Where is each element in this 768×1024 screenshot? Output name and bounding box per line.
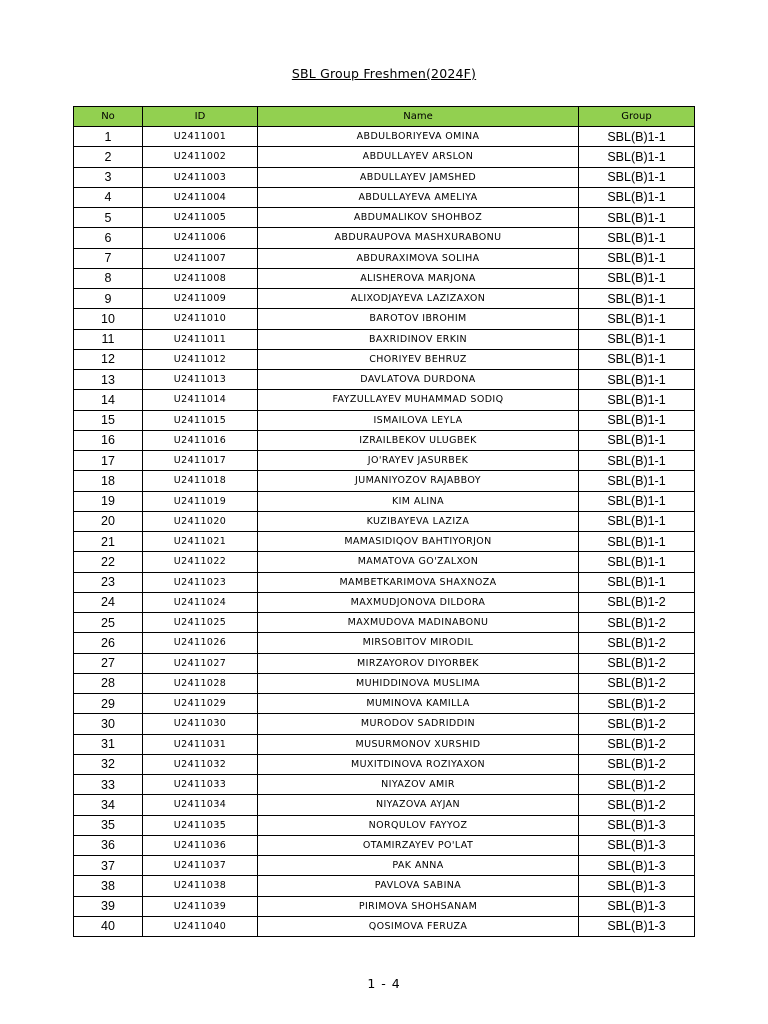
table-row bbox=[74, 592, 695, 612]
row-number: 1 bbox=[74, 127, 143, 147]
row-number: 32 bbox=[74, 754, 143, 774]
group-name: SBL(B)1-3 bbox=[579, 856, 695, 876]
row-number: 36 bbox=[74, 835, 143, 855]
group-name: SBL(B)1-3 bbox=[579, 876, 695, 896]
student-name: ABDULLAYEVA AMELIYA bbox=[258, 187, 579, 207]
row-number: 21 bbox=[74, 532, 143, 552]
row-number: 8 bbox=[74, 268, 143, 288]
student-name: MUMINOVA KAMILLA bbox=[258, 694, 579, 714]
row-number: 30 bbox=[74, 714, 143, 734]
row-number: 6 bbox=[74, 228, 143, 248]
row-number: 26 bbox=[74, 633, 143, 653]
student-name: BAROTOV IBROHIM bbox=[258, 309, 579, 329]
table-row bbox=[74, 289, 695, 309]
group-name: SBL(B)1-1 bbox=[579, 289, 695, 309]
row-number: 5 bbox=[74, 208, 143, 228]
student-id: U2411027 bbox=[143, 653, 258, 673]
table-row bbox=[74, 916, 695, 936]
student-id: U2411016 bbox=[143, 430, 258, 450]
student-id: U2411038 bbox=[143, 876, 258, 896]
student-id: U2411034 bbox=[143, 795, 258, 815]
group-name: SBL(B)1-1 bbox=[579, 532, 695, 552]
student-id: U2411012 bbox=[143, 349, 258, 369]
student-name: FAYZULLAYEV MUHAMMAD SODIQ bbox=[258, 390, 579, 410]
student-name: ABDURAUPOVA MASHXURABONU bbox=[258, 228, 579, 248]
student-name: BAXRIDINOV ERKIN bbox=[258, 329, 579, 349]
column-header-name: Name bbox=[258, 107, 579, 127]
student-name: MUXITDINOVA ROZIYAXON bbox=[258, 754, 579, 774]
student-id: U2411015 bbox=[143, 410, 258, 430]
row-number: 33 bbox=[74, 775, 143, 795]
student-roster-table bbox=[73, 106, 695, 937]
group-name: SBL(B)1-1 bbox=[579, 187, 695, 207]
row-number: 13 bbox=[74, 370, 143, 390]
student-id: U2411003 bbox=[143, 167, 258, 187]
student-id: U2411020 bbox=[143, 511, 258, 531]
group-name: SBL(B)1-1 bbox=[579, 511, 695, 531]
student-name: OTAMIRZAYEV PO'LAT bbox=[258, 835, 579, 855]
row-number: 15 bbox=[74, 410, 143, 430]
student-name: ABDURAXIMOVA SOLIHA bbox=[258, 248, 579, 268]
group-name: SBL(B)1-2 bbox=[579, 694, 695, 714]
student-name: MUSURMONOV XURSHID bbox=[258, 734, 579, 754]
student-name: MURODOV SADRIDDIN bbox=[258, 714, 579, 734]
table-row bbox=[74, 795, 695, 815]
group-name: SBL(B)1-1 bbox=[579, 248, 695, 268]
student-id: U2411008 bbox=[143, 268, 258, 288]
row-number: 24 bbox=[74, 592, 143, 612]
row-number: 34 bbox=[74, 795, 143, 815]
group-name: SBL(B)1-1 bbox=[579, 430, 695, 450]
group-name: SBL(B)1-1 bbox=[579, 208, 695, 228]
student-name: JUMANIYOZOV RAJABBOY bbox=[258, 471, 579, 491]
student-name: ALIXODJAYEVA LAZIZAXON bbox=[258, 289, 579, 309]
row-number: 10 bbox=[74, 309, 143, 329]
student-id: U2411005 bbox=[143, 208, 258, 228]
student-id: U2411030 bbox=[143, 714, 258, 734]
table-row bbox=[74, 147, 695, 167]
student-name: MUHIDDINOVA MUSLIMA bbox=[258, 673, 579, 693]
group-name: SBL(B)1-2 bbox=[579, 714, 695, 734]
table-row bbox=[74, 572, 695, 592]
table-row bbox=[74, 167, 695, 187]
student-name: ISMAILOVA LEYLA bbox=[258, 410, 579, 430]
table-row bbox=[74, 491, 695, 511]
student-name: QOSIMOVA FERUZA bbox=[258, 916, 579, 936]
table-row bbox=[74, 835, 695, 855]
student-id: U2411006 bbox=[143, 228, 258, 248]
group-name: SBL(B)1-1 bbox=[579, 491, 695, 511]
page-number: 1 - 4 bbox=[367, 976, 401, 991]
student-id: U2411028 bbox=[143, 673, 258, 693]
table-header-row bbox=[74, 107, 695, 127]
table-row bbox=[74, 370, 695, 390]
table-row bbox=[74, 552, 695, 572]
student-name: PAK ANNA bbox=[258, 856, 579, 876]
row-number: 18 bbox=[74, 471, 143, 491]
student-name: CHORIYEV BEHRUZ bbox=[258, 349, 579, 369]
row-number: 38 bbox=[74, 876, 143, 896]
table-row bbox=[74, 653, 695, 673]
table-row bbox=[74, 613, 695, 633]
group-name: SBL(B)1-2 bbox=[579, 795, 695, 815]
student-name: JO'RAYEV JASURBEK bbox=[258, 451, 579, 471]
group-name: SBL(B)1-1 bbox=[579, 390, 695, 410]
group-name: SBL(B)1-1 bbox=[579, 268, 695, 288]
student-id: U2411036 bbox=[143, 835, 258, 855]
group-name: SBL(B)1-1 bbox=[579, 147, 695, 167]
row-number: 35 bbox=[74, 815, 143, 835]
row-number: 25 bbox=[74, 613, 143, 633]
student-name: MIRZAYOROV DIYORBEK bbox=[258, 653, 579, 673]
student-id: U2411013 bbox=[143, 370, 258, 390]
column-header-no: No bbox=[74, 107, 143, 127]
student-id: U2411010 bbox=[143, 309, 258, 329]
row-number: 11 bbox=[74, 329, 143, 349]
group-name: SBL(B)1-1 bbox=[579, 572, 695, 592]
row-number: 4 bbox=[74, 187, 143, 207]
student-id: U2411033 bbox=[143, 775, 258, 795]
row-number: 19 bbox=[74, 491, 143, 511]
student-id: U2411017 bbox=[143, 451, 258, 471]
student-name: NORQULOV FAYYOZ bbox=[258, 815, 579, 835]
student-id: U2411002 bbox=[143, 147, 258, 167]
student-name: MAMBETKARIMOVA SHAXNOZA bbox=[258, 572, 579, 592]
table-row bbox=[74, 734, 695, 754]
table-row bbox=[74, 471, 695, 491]
student-name: MAMATOVA GO'ZALXON bbox=[258, 552, 579, 572]
row-number: 2 bbox=[74, 147, 143, 167]
table-row bbox=[74, 633, 695, 653]
table-row bbox=[74, 349, 695, 369]
student-name: MIRSOBITOV MIRODIL bbox=[258, 633, 579, 653]
table-row bbox=[74, 268, 695, 288]
student-id: U2411037 bbox=[143, 856, 258, 876]
table-row bbox=[74, 430, 695, 450]
student-id: U2411024 bbox=[143, 592, 258, 612]
group-name: SBL(B)1-2 bbox=[579, 592, 695, 612]
student-id: U2411035 bbox=[143, 815, 258, 835]
group-name: SBL(B)1-3 bbox=[579, 835, 695, 855]
student-name: ABDUMALIKOV SHOHBOZ bbox=[258, 208, 579, 228]
student-name: KIM ALINA bbox=[258, 491, 579, 511]
group-name: SBL(B)1-2 bbox=[579, 673, 695, 693]
group-name: SBL(B)1-1 bbox=[579, 228, 695, 248]
row-number: 14 bbox=[74, 390, 143, 410]
row-number: 3 bbox=[74, 167, 143, 187]
student-name: MAXMUDOVA MADINABONU bbox=[258, 613, 579, 633]
group-name: SBL(B)1-1 bbox=[579, 349, 695, 369]
group-name: SBL(B)1-3 bbox=[579, 916, 695, 936]
table-row bbox=[74, 856, 695, 876]
table-row bbox=[74, 187, 695, 207]
row-number: 9 bbox=[74, 289, 143, 309]
student-id: U2411018 bbox=[143, 471, 258, 491]
student-name: KUZIBAYEVA LAZIZA bbox=[258, 511, 579, 531]
student-name: IZRAILBEKOV ULUGBEK bbox=[258, 430, 579, 450]
student-id: U2411023 bbox=[143, 572, 258, 592]
group-name: SBL(B)1-1 bbox=[579, 471, 695, 491]
row-number: 20 bbox=[74, 511, 143, 531]
column-header-group: Group bbox=[579, 107, 695, 127]
student-name: NIYAZOVA AYJAN bbox=[258, 795, 579, 815]
table-row bbox=[74, 673, 695, 693]
table-row bbox=[74, 815, 695, 835]
student-id: U2411022 bbox=[143, 552, 258, 572]
table-row bbox=[74, 896, 695, 916]
table-row bbox=[74, 309, 695, 329]
student-id: U2411025 bbox=[143, 613, 258, 633]
student-id: U2411031 bbox=[143, 734, 258, 754]
student-name: DAVLATOVA DURDONA bbox=[258, 370, 579, 390]
student-name: ABDULLAYEV ARSLON bbox=[258, 147, 579, 167]
group-name: SBL(B)1-1 bbox=[579, 370, 695, 390]
group-name: SBL(B)1-1 bbox=[579, 167, 695, 187]
table-row bbox=[74, 127, 695, 147]
group-name: SBL(B)1-2 bbox=[579, 633, 695, 653]
table-row bbox=[74, 248, 695, 268]
student-id: U2411021 bbox=[143, 532, 258, 552]
row-number: 17 bbox=[74, 451, 143, 471]
student-id: U2411001 bbox=[143, 127, 258, 147]
table-row bbox=[74, 208, 695, 228]
group-name: SBL(B)1-1 bbox=[579, 552, 695, 572]
student-name: MAMASIDIQOV BAHTIYORJON bbox=[258, 532, 579, 552]
student-id: U2411009 bbox=[143, 289, 258, 309]
row-number: 23 bbox=[74, 572, 143, 592]
student-id: U2411014 bbox=[143, 390, 258, 410]
group-name: SBL(B)1-3 bbox=[579, 896, 695, 916]
row-number: 40 bbox=[74, 916, 143, 936]
group-name: SBL(B)1-1 bbox=[579, 329, 695, 349]
table-row bbox=[74, 532, 695, 552]
group-name: SBL(B)1-1 bbox=[579, 451, 695, 471]
student-name: PAVLOVA SABINA bbox=[258, 876, 579, 896]
group-name: SBL(B)1-1 bbox=[579, 127, 695, 147]
table-row bbox=[74, 511, 695, 531]
student-id: U2411007 bbox=[143, 248, 258, 268]
table-row bbox=[74, 754, 695, 774]
student-name: ABDULLAYEV JAMSHED bbox=[258, 167, 579, 187]
row-number: 7 bbox=[74, 248, 143, 268]
row-number: 39 bbox=[74, 896, 143, 916]
student-id: U2411032 bbox=[143, 754, 258, 774]
group-name: SBL(B)1-2 bbox=[579, 775, 695, 795]
group-name: SBL(B)1-2 bbox=[579, 613, 695, 633]
student-id: U2411011 bbox=[143, 329, 258, 349]
student-name: PIRIMOVA SHOHSANAM bbox=[258, 896, 579, 916]
column-header-id: ID bbox=[143, 107, 258, 127]
table-body bbox=[74, 127, 695, 937]
group-name: SBL(B)1-3 bbox=[579, 815, 695, 835]
row-number: 31 bbox=[74, 734, 143, 754]
table-row bbox=[74, 329, 695, 349]
student-id: U2411019 bbox=[143, 491, 258, 511]
student-name: ABDULBORIYEVA OMINA bbox=[258, 127, 579, 147]
group-name: SBL(B)1-2 bbox=[579, 653, 695, 673]
student-name: ALISHEROVA MARJONA bbox=[258, 268, 579, 288]
row-number: 16 bbox=[74, 430, 143, 450]
table-row bbox=[74, 228, 695, 248]
student-name: NIYAZOV AMIR bbox=[258, 775, 579, 795]
table-row bbox=[74, 410, 695, 430]
row-number: 12 bbox=[74, 349, 143, 369]
group-name: SBL(B)1-1 bbox=[579, 309, 695, 329]
table-row bbox=[74, 714, 695, 734]
student-id: U2411026 bbox=[143, 633, 258, 653]
row-number: 28 bbox=[74, 673, 143, 693]
row-number: 37 bbox=[74, 856, 143, 876]
student-name: MAXMUDJONOVA DILDORA bbox=[258, 592, 579, 612]
row-number: 29 bbox=[74, 694, 143, 714]
table-row bbox=[74, 775, 695, 795]
group-name: SBL(B)1-1 bbox=[579, 410, 695, 430]
group-name: SBL(B)1-2 bbox=[579, 734, 695, 754]
student-id: U2411029 bbox=[143, 694, 258, 714]
student-id: U2411039 bbox=[143, 896, 258, 916]
table-row bbox=[74, 451, 695, 471]
document-title: SBL Group Freshmen(2024F) bbox=[291, 66, 477, 81]
table-row bbox=[74, 876, 695, 896]
student-id: U2411004 bbox=[143, 187, 258, 207]
student-id: U2411040 bbox=[143, 916, 258, 936]
row-number: 27 bbox=[74, 653, 143, 673]
row-number: 22 bbox=[74, 552, 143, 572]
table-row bbox=[74, 694, 695, 714]
group-name: SBL(B)1-2 bbox=[579, 754, 695, 774]
table-row bbox=[74, 390, 695, 410]
